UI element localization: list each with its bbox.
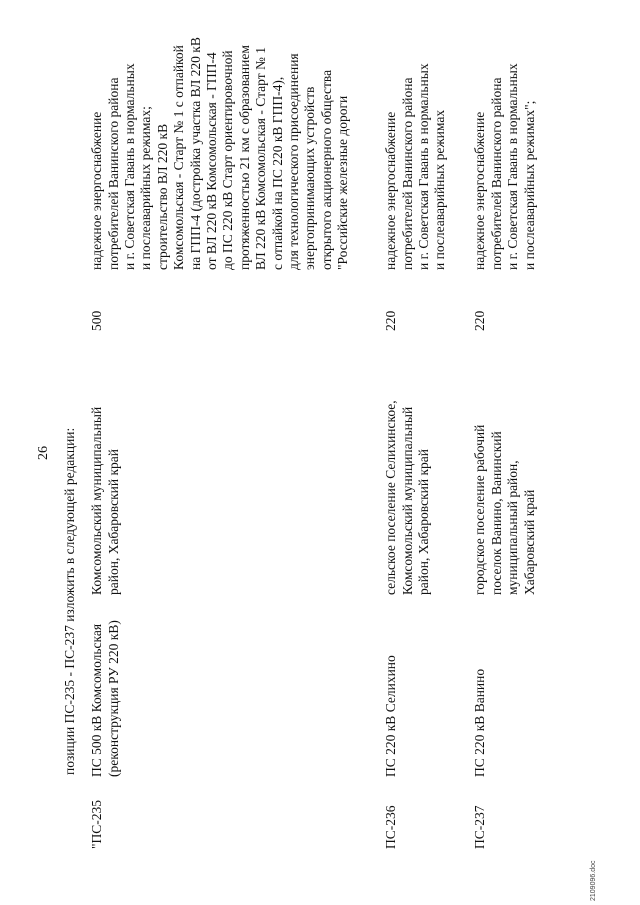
purpose-line: ВЛ 220 кВ Комсомольская - Старт № 1 — [253, 47, 268, 270]
purpose-line: от ВЛ 220 кВ Комсомольская - ГПП-4 — [204, 52, 219, 270]
object-name-line: ПС 220 кВ Ванино — [472, 668, 487, 777]
purpose-line: и г. Советская Гавань в нормальных — [505, 63, 520, 270]
purpose-line: энергопринимающих устройств — [302, 86, 317, 270]
location-line: поселок Ванино, Ванинский — [489, 431, 504, 595]
purpose-line: потребителей Ванинского района — [489, 77, 504, 270]
location-line: Хабаровский край — [522, 489, 537, 595]
purpose-line: и послеаварийных режимах — [432, 109, 447, 270]
intro-text: позиции ПС-235 - ПС-237 изложить в следующей редакции: — [62, 427, 77, 775]
location-line: муниципальный район, — [505, 460, 520, 595]
purpose-line: "Российские железные дороги — [335, 95, 350, 270]
purpose-line: надежное энергоснабжение — [383, 111, 398, 270]
purpose-line: строительство ВЛ 220 кВ — [155, 123, 170, 270]
voltage-value: 220 — [472, 310, 487, 331]
purpose-line: и послеаварийных режимах; — [138, 106, 153, 270]
purpose-line: потребителей Ванинского района — [106, 77, 121, 270]
purpose-line: до ПС 220 кВ Старт ориентировочной — [220, 50, 235, 270]
location-line: район, Хабаровский край — [106, 449, 121, 595]
location-line: район, Хабаровский край — [416, 449, 431, 595]
purpose-line: открытого акционерного общества — [319, 69, 334, 270]
row-code: ПС-236 — [383, 805, 398, 849]
voltage-value: 220 — [383, 310, 398, 331]
purpose-line: на ГПП-4 (достройка участка ВЛ 220 кВ — [188, 37, 203, 270]
purpose-line: для технологического присоединения — [286, 53, 301, 270]
purpose-line: и г. Советская Гавань в нормальных — [122, 63, 137, 270]
row-code: ПС-237 — [472, 805, 487, 849]
location-line: сельское поселение Селихинское, — [383, 400, 398, 595]
page-number: 26 — [36, 446, 51, 460]
purpose-line: и послеаварийных режимах"; — [522, 100, 537, 270]
purpose-line: с отпайкой на ПС 220 кВ ГПП-4), — [270, 76, 285, 270]
purpose-line: Комсомольская - Старт № 1 с отпайкой — [171, 45, 186, 270]
object-name-line: (реконструкция РУ 220 кВ) — [106, 620, 121, 777]
purpose-line: потребителей Ванинского района — [400, 77, 415, 270]
file-code: 2109096.doc — [590, 860, 597, 901]
row-code: "ПС-235 — [89, 799, 104, 849]
purpose-line: и г. Советская Гавань в нормальных — [416, 63, 431, 270]
object-name-line: ПС 500 кВ Комсомольская — [89, 623, 104, 777]
location-line: Комсомольский муниципальный — [400, 406, 415, 595]
purpose-line: надежное энергоснабжение — [472, 111, 487, 270]
object-name-line: ПС 220 кВ Селихино — [383, 655, 398, 777]
location-line: Комсомольский муниципальный — [89, 406, 104, 595]
purpose-line: надежное энергоснабжение — [89, 111, 104, 270]
voltage-value: 500 — [89, 310, 104, 331]
location-line: городское поселение рабочий — [472, 424, 487, 595]
purpose-line: протяженностью 21 км с образованием — [237, 45, 252, 270]
